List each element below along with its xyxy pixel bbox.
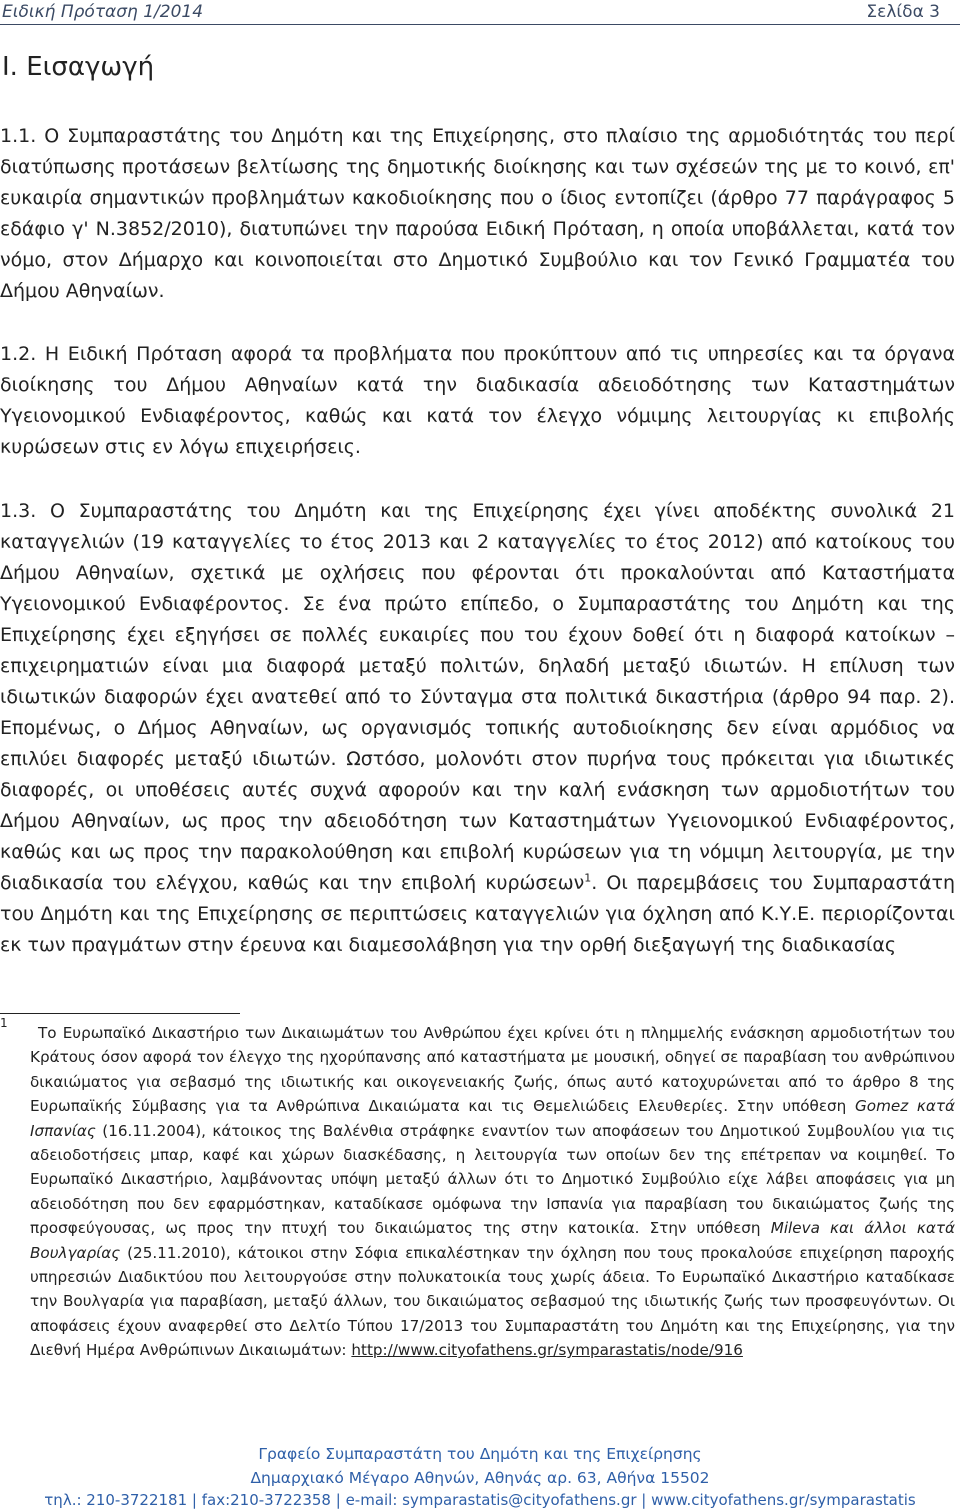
paragraph-text: 1.3. Ο Συμπαραστάτης του Δημότη και της Επιχείρησης έχει γίνει αποδέκτης συνολικά 21 καταγγελιών (19 καταγγελίες το έτος 2013 και 2 καταγγελίες το έτος 2012) από κατοίκους του Δήμου Αθηναίων, σχετικά με οχλήσεις που φέρονται ότι προκαλούνται από Καταστήματα Υγειονομικού Ενδιαφέροντος. Σε ένα πρώτο επίπεδο, ο Συμπαραστάτης του Δημότη και της Επιχείρησης έχει εξηγήσει σε πολλές ευκαιρίες που του έχουν δοθεί ότι η διαφορά κατοίκων – επιχειρηματιών είναι μια διαφορά μεταξύ πολιτών, δηλαδή μεταξύ ιδιωτών. Η επίλυση των ιδιωτικών διαφορών έχει ανατεθεί από το Σύνταγμα στα πολιτικά δικαστήρια (άρθρο 94 παρ. 2). Επομένως, ο Δήμος Αθηναίων, ως οργανισμός τοπικής αυτοδιοίκησης δεν είναι αρμόδιος να επιλύει διαφορές μεταξύ ιδιωτών. Ωστόσο, μολονότι στον πυρήνα τους πρόκειται για ιδιωτικές διαφορές, οι υποθέσεις αυτές συχνά αφορούν και την καλή ενάσκηση των αρμοδιοτήτων του Δήμου Αθηναίων, ως προς την αδειοδότηση των Καταστημάτων Υγειονομικού Ενδιαφέροντος, καθώς και ως προς την παρακολούθηση και επιβολή κυρώσεων για τη νόμιμη λειτουργία, με την διαδικασία του ελέγχου, καθώς και την επιβολή κυρώσεων <box>0 500 955 894</box>
footnote-text: (16.11.2004), κάτοικος της Βαλένθια στράφηκε εναντίον των αποφάσεων του Δημοτικού Συμβουλίου για τις αδειοδοτήσεις μπαρ, καφέ και χώρων διασκέδασης, η λειτουργία των οποίων δεν της επέτρεπαν να κοιμηθεί. Το Ευρωπαϊκό Δικαστήριο, λαμβάνοντας υπόψη μεταξύ άλλων ότι το Δημοτικό Συμβούλιο είχε λάβει αποφάσεις για μη αδειοδότηση που δεν εφαρμόστηκαν, καταδίκασε ομόφωνα την Ισπανία για παραβίαση του δικαιώματος ζωής της προσφεύγουσας, ως προς την πτυχή του δικαιώματος της στην κατοικία. Στην υπόθεση <box>30 1121 955 1238</box>
page-footer <box>0 1442 960 1490</box>
case-name-mileva: Mileva και άλλοι κατά Βουλγαρίας <box>30 1219 955 1262</box>
case-name-gomez: Gomez κατά Ισπανίας <box>30 1097 956 1140</box>
header-divider <box>0 24 960 25</box>
footnote-reference[interactable]: 1 <box>584 871 592 885</box>
footnote-separator <box>0 1013 240 1014</box>
paragraph-1-1 <box>0 121 955 307</box>
paragraph-text: 1.1. Ο Συμπαραστάτης του Δημότη και της Επιχείρησης, στο πλαίσιο της αρμοδιότητάς του περί διατύπωσης προτάσεων βελτίωσης της δημοτικής διοίκησης και των σχέσεών της με το κοινό, επ' ευκαιρία σημαντικών προβλημάτων κακοδιοίκησης που ο ίδιος εντοπίζει (άρθρο 77 παράγραφος 5 εδάφιο γ' Ν.3852/2010), διατυπώνει την παρούσα Ειδική Πρόταση, η οποία υποβάλλεται, κατά τον νόμο, στον Δήμαρχο και κοινοποιείται στο Δημοτικό Συμβούλιο και τον Γενικό Γραμματέα του Δήμου Αθηναίων. <box>0 125 955 302</box>
footnote-text: Το Ευρωπαϊκό Δικαστήριο των Δικαιωμάτων του Ανθρώπου έχει κρίνει ότι η πλημμελής ενάσκηση αρμοδιοτήτων του Κράτους όσον αφορά τον έλεγχο της ηχορύπανσης από καταστήματα με μουσική, οδηγεί σε παραβίαση του ανθρώπινου δικαιώματος για σεβασμό της ιδιωτικής και οικογενειακής ζωής, όπως αυτό κατοχυρώνεται από το άρθρο 8 της Ευρωπαϊκής Σύμβασης για τα Ανθρώπινα Δικαιώματα και τις Θεμελιώδεις Ελευθερίες. Στην υπόθεση <box>30 1024 955 1116</box>
press-release-link[interactable]: http://www.cityofathens.gr/symparastatis/node/916 <box>351 1341 743 1360</box>
footnote-body <box>0 1021 955 1363</box>
paragraph-text-continued: . Οι παρεμβάσεις του Συμπαραστάτη του Δημότη και της Επιχείρησης σε περιπτώσεις καταγγελιών για όχληση από Κ.Υ.Ε. περιορίζονται εκ των πραγμάτων στην έρευνα και διαμεσολάβηση για την ορθή διεξαγωγή της διαδικασίας <box>0 872 956 956</box>
footnote <box>0 1021 955 1363</box>
document-label: Ειδική Πρόταση 1/2014 <box>2 2 204 22</box>
footer-office-name: Γραφείο Συμπαραστάτη του Δημότη και της Επιχείρησης <box>258 1445 702 1463</box>
footnote-mark: 1 <box>0 1016 8 1030</box>
paragraph-text: 1.2. Η Ειδική Πρόταση αφορά τα προβλήματα που προκύπτουν από τις υπηρεσίες και τα όργανα διοίκησης του Δήμου Αθηναίων κατά την διαδικασία αδειοδότησης των Καταστημάτων Υγειονομικού Ενδιαφέροντος, καθώς και κατά τον έλεγχο νόμιμης λειτουργίας κι επιβολής κυρώσεων στις εν λόγω επιχειρήσεις. <box>0 343 955 458</box>
section-title: Ι. Εισαγωγή <box>2 52 155 82</box>
footer-address: Δημαρχιακό Μέγαρο Αθηνών, Αθηνάς αρ. 63, Αθήνα 15502 <box>250 1469 710 1487</box>
footnote-text: (25.11.2010), κάτοικοι στην Σόφια επικαλέστηκαν την όχληση που τους προκαλούσε επιχείρηση παροχής υπηρεσιών Διαδικτύου που λειτουργούσε στην πολυκατοικία τους χωρίς άδεια. Το Ευρωπαϊκό Δικαστήριο καταδίκασε την Βουλγαρία για παραβίαση, μεταξύ άλλων, του δικαιώματος σεβασμού της ιδιωτικής ζωής των προσφευγόντων. Οι αποφάσεις έχουν αναφερθεί στο Δελτίο Τύπου 17/2013 του Συμπαραστάτη του Δημότη και της Επιχείρησης, για την Διεθνή Ημέρα Ανθρώπινων Δικαιωμάτων: <box>30 1243 955 1360</box>
page-number: Σελίδα 3 <box>866 2 940 22</box>
paragraph-1-3 <box>0 496 955 961</box>
page-header <box>0 0 960 24</box>
footer-contact-info[interactable]: τηλ.: 210-3722181 | fax:210-3722358 | e-mail: symparastatis@cityofathens.gr | www.cityofathens.gr/symparastatis <box>44 1491 916 1509</box>
paragraph-1-2 <box>0 339 955 463</box>
